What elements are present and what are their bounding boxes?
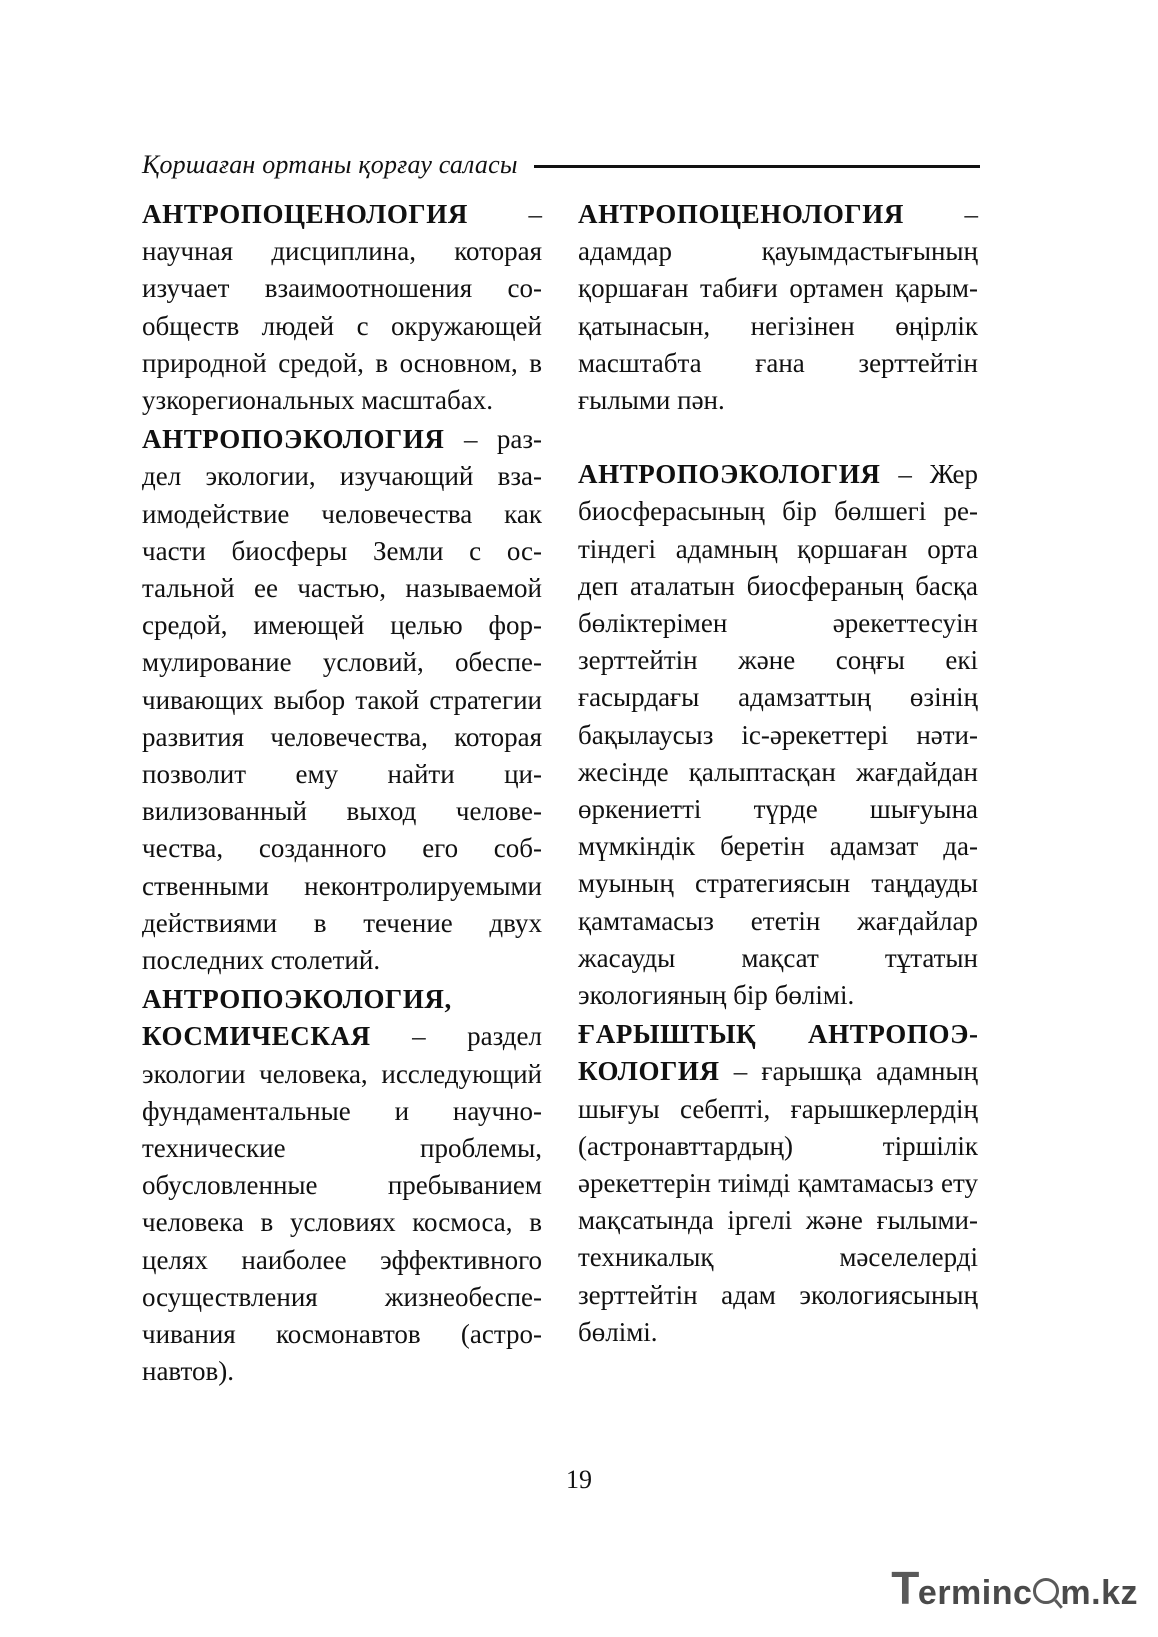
entry-ru-antropocenologiya [142,196,542,419]
entry-definition: – ғарышқа адамның шығуы себепті, ғарышкерлердің (астронавттардың) тіршілік әрекеттерін тиімді қамтамасыз ету мақсатында іргелі және ғылыми-техникалық мәселелерді зерттейтін адам экологиясының бөлімі. [578,1056,978,1347]
entry-definition: – научная дисциплина, которая изучает взаимоотношения сообществ людей с окружающей природной средой, в основном, в узкорегиональных масштабах. [142,199,542,416]
entry-ru-antropoekologiya [142,421,542,979]
running-header [142,148,980,182]
entry-definition: – раздел экологии человека, исследующий фундаментальные и научно-технические проблемы, обусловленные пребыванием человека в условиях космоса, в целях наиболее эффективного осуществления жизнеобеспечивания космонавтов (астронавтов). [142,1021,542,1387]
entry-definition: – Жер биосферасының бір бөлшегі ретіндегі адамның қоршаған орта деп аталатын биосфераның басқа бөліктерімен әрекеттесуін зерттейтін және соңғы екі ғасырдағы адамзаттың өзінің бақылаусыз іс-әрекеттері нәтижесінде қалыптасқан жағдайдан өркениетті түрде шығуына мүмкіндік беретін адамзат дамуының стратегиясын таңдауды қамтамасыз ететін жағдайлар жасауды мақсат тұтатын экологияның бір бөлімі. [578,459,978,1011]
entry-term: АНТРОПОЦЕНОЛОГИЯ [142,199,468,229]
entry-term: АНТРОПОЭКОЛОГИЯ [142,424,445,455]
header-rule [534,165,980,168]
entry-definition: – адамдар қауымдастығының қоршаған табиғи ортамен қарым-қатынасын, негізінен өңірлік масштабта ғана зерттейтін ғылыми пән. [578,199,978,416]
running-title: Қоршаған ортаны қорғау саласы [142,150,518,179]
entry-term: ҒАРЫШТЫҚ АНТРОПОЭКОЛОГИЯ [578,1019,978,1087]
page-number: 19 [566,1465,592,1494]
right-column-kazakh [578,196,978,1353]
entry-kk-antropocenologiya [578,196,978,419]
magnifier-icon [1033,1578,1059,1604]
entry-term: АНТРОПОЭКОЛОГИЯ, КОСМИЧЕСКАЯ [142,984,452,1052]
watermark-letter-t: T [891,1562,920,1614]
watermark-text-end: m.kz [1060,1574,1138,1612]
left-column-russian [142,196,542,1393]
entry-term: АНТРОПОЦЕНОЛОГИЯ [578,199,904,229]
entry-term: АНТРОПОЭКОЛОГИЯ [578,459,881,490]
entry-ru-antropoekologiya-kosmicheskaya [142,981,542,1390]
entry-definition: – раздел экологии, изучающий взаимодействие человечества как части биосферы Земли с остальной ее частью, называемой средой, имеющей целью формулирование условий, обеспечивающих выбор такой стратегии развития человечества, которая позволит ему найти цивилизованный выход человечества, созданного его собственными неконтролируемыми действиями в течение двух последних столетий. [142,424,542,976]
termincom-watermark-logo [891,1561,1138,1615]
entry-kk-garyshtyk-antropoekologiya [578,1016,978,1351]
entry-kk-antropoekologiya [578,456,978,1014]
watermark-text-start: erminc [917,1574,1033,1612]
